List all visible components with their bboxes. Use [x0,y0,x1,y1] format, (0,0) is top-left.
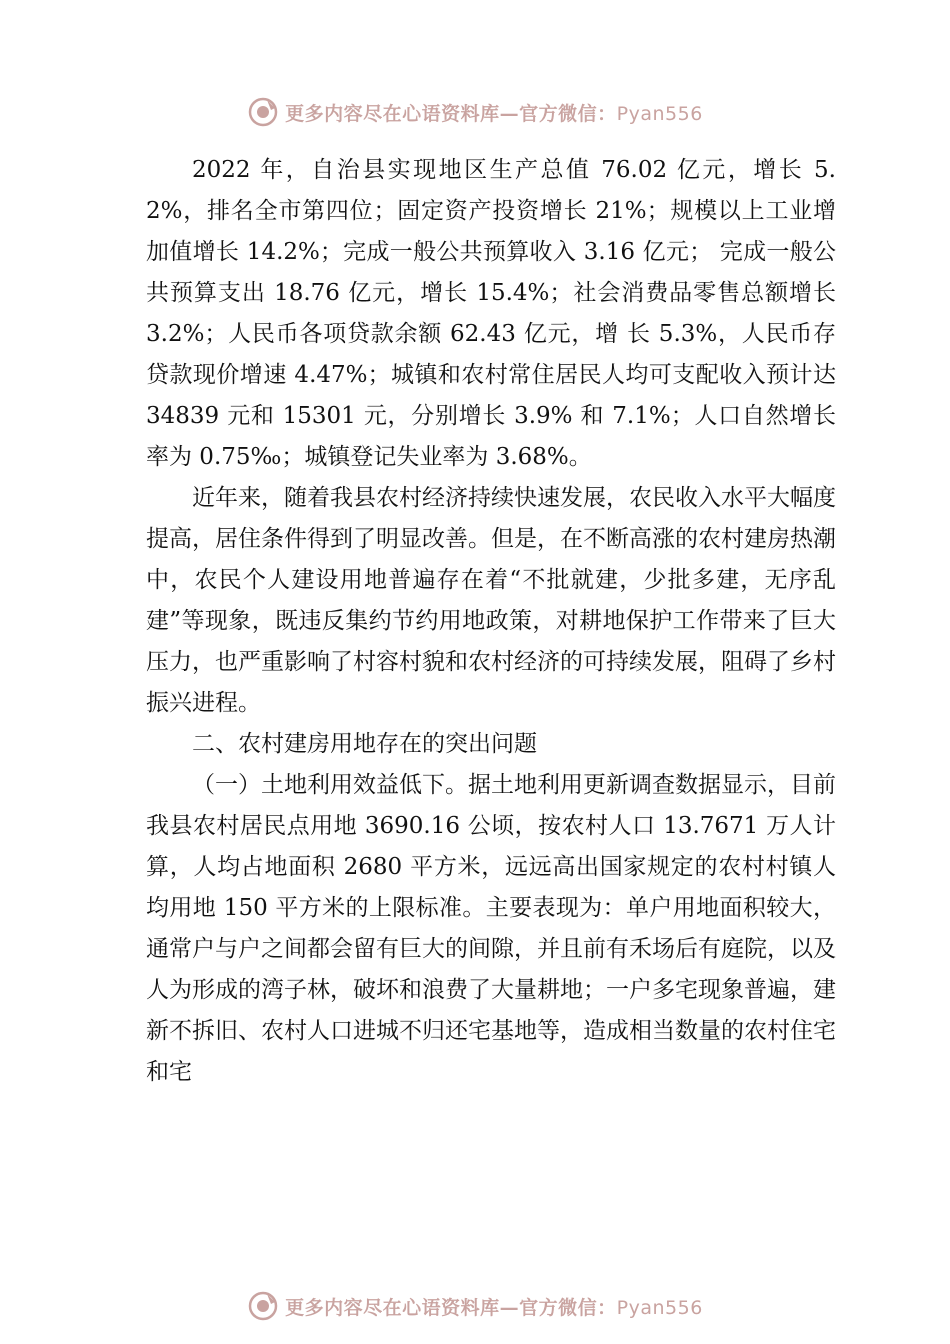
watermark-logo-icon [247,96,279,128]
watermark-logo-icon [247,1290,279,1322]
paragraph-rural-housing: 近年来，随着我县农村经济持续快速发展，农民收入水平大幅度提高，居住条件得到了明显改善。但是，在不断高涨的农村建房热潮中，农民个人建设用地普遍存在着“不批就建，少批多建，无序乱建”等现象，既违反集约节约用地政策，对耕地保护工作带来了巨大压力，也严重影响了村容村貌和农村经济的可持续发展，阻碍了乡村振兴进程。 [146,485,836,716]
paragraph-land-use: （一）土地利用效益低下。据土地利用更新调查数据显示，目前我县农村居民点用地 3690.16 公顷，按农村人口 13.7671 万人计算，人均占地面积 2680 平方米，远远高出国家规定的农村村镇人均用地 150 平方米的上限标准。主要表现为：单户用地面积较大，通常户与户之间都会留有巨大的间隙，并且前有禾场后有庭院，以及人为形成的湾子林，破坏和浪费了大量耕地；一户多宅现象普遍，建新不拆旧、农村人口进城不归还宅基地等，造成相当数量的农村住宅和宅 [146,772,836,1085]
watermark-banner-top [0,96,950,128]
section-heading: 二、农村建房用地存在的突出问题 [192,731,537,757]
watermark-text: 更多内容尽在心语资料库—官方微信：Pyan556 [285,1296,703,1319]
paragraph-economy-stats: 2022 年，自治县实现地区生产总值 76.02 亿元，增长 5.2%，排名全市第四位；固定资产投资增长 21%；规模以上工业增加值增长 14.2%；完成一般公共预算收入 3.16 亿元； 完成一般公共预算支出 18.76 亿元，增长 15.4%；社会消费品零售总额增长 3.2%；人民币各项贷款余额 62.43 亿元，增 长 5.3%，人民币存贷款现价增速 4.47%；城镇和农村常住居民人均可支配收入预计达 34839 元和 15301 元，分别增长 3.9% 和 7.1%；人口自然增长率为 0.75‰；城镇登记失业率为 3.68%。 [146,157,844,470]
watermark-banner-bottom [0,1290,950,1322]
watermark-text: 更多内容尽在心语资料库—官方微信：Pyan556 [285,102,703,125]
document-body [146,150,844,1093]
